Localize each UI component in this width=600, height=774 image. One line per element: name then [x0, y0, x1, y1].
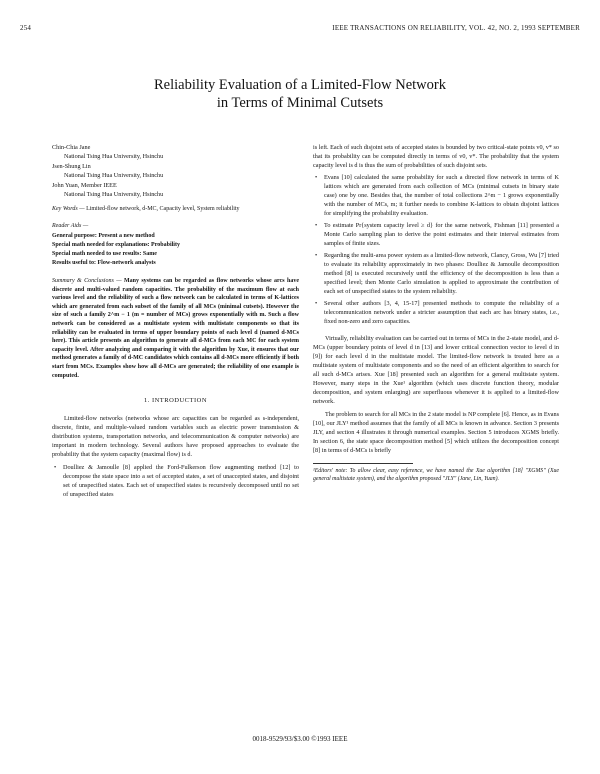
reader-aid-line: General purpose: Present a new method	[52, 233, 155, 239]
author-name: Chin-Chia Jane	[52, 144, 91, 151]
title-line-2: in Terms of Minimal Cutsets	[216, 95, 384, 111]
keywords	[52, 205, 299, 214]
list-item-text: Regarding the multi-area power system as a limited-flow network, Clancy, Gross, Wu [7] tried to evaluate its reliability approximately in two phases: Doulliez & Jamoulle decomposition method [8] is executed recursively until the efficiency of the decomposition is less than a specified level; then Monte Carlo simulation is applied to approximate the contribution of each set of unspecified states to the system reliability.	[324, 252, 559, 295]
list-item	[313, 173, 559, 218]
reader-aids	[52, 222, 299, 268]
keywords-label: Key Words —	[52, 206, 85, 212]
title-line-1: Reliability Evaluation of a Limited-Flow Network	[154, 77, 446, 93]
list-item	[313, 251, 559, 296]
reader-aid-line: Special math needed for explanations: Probability	[52, 242, 180, 248]
body-paragraph: The problem to search for all MCs in the 2 state model is NP complete [6]. Hence, as in Evans [10], our JLY¹ method assumes that the family of all MCs is known in advance. Section 3 presents JLY, and section 4 illustrates it through numerical examples. Section 5 introduces XGMS briefly. In section 6, the state space decomposition method [5] which utilizes the decomposition concept [8] in terms of d-MCs is briefly	[313, 411, 559, 454]
reader-aids-label: Reader Aids —	[52, 223, 89, 229]
page-number: 254	[20, 24, 32, 32]
list-item	[313, 299, 559, 326]
bullet-icon: •	[315, 222, 318, 229]
bullet-icon: •	[315, 174, 318, 181]
journal-header: IEEE TRANSACTIONS ON RELIABILITY, VOL. 42, NO. 2, 1993 SEPTEMBER	[332, 24, 580, 32]
right-column	[313, 143, 559, 483]
paper-title	[0, 76, 600, 112]
author-name: John Yuan, Member IEEE	[52, 182, 117, 189]
author-name: Jsen-Shung Lin	[52, 163, 91, 170]
bullet-icon: •	[315, 300, 318, 307]
body-paragraph: Virtually, reliability evaluation can be carried out in terms of MCs in the 2-state model, and d-MCs (upper boundary points of level d in [13] and lower critical connection vector to level d in [9]) for each level d in the multistate model. The limited-flow network is treated here as a multistate system of multistate components and so the need of an efficient algorithm to search for all such d-MCs arises. Xue [18] presented such an algorithm for a general multistate system. However, many steps in the Xue¹ algorithm (which uses discrete function theory, modular decomposition, and system enlarging) are superfluous whenever it is applied to a limited-flow network.	[313, 335, 559, 405]
keywords-text: Limited-flow network, d-MC, Capacity level, System reliability	[86, 206, 240, 212]
author-affiliation: National Tsing Hua University, Hsinchu	[64, 172, 164, 179]
list-item-text: Doulliez & Jamoulle [8] applied the Ford-Fulkerson flow augmenting method [12] to decompose the state space into a set of accepted states, a set of unaccepted states, and disjoint set of unspecified states. Each set of unspecified states is recursively decomposed until no set of unspecified states	[63, 464, 299, 499]
continued-paragraph: is left. Each of such disjoint sets of accepted states is bounded by two critical-state points v0, v* so that its probability can be computed directly in terms of v0, v*. The probability that the system capacity level is d is thus the sum of probabilities of such disjoint sets.	[313, 144, 559, 169]
copyright-footer: 0018-9529/93/$3.00 ©1993 IEEE	[252, 735, 348, 743]
footnote-divider	[313, 463, 413, 464]
bullet-icon: •	[315, 252, 318, 259]
summary-label: Summary & Conclusions —	[52, 278, 122, 284]
authors-block	[52, 143, 299, 199]
list-item-text: Evans [10] calculated the same probability for such a directed flow network in terms of K lattices which are generated from each collection of MCs (minimal cutsets in binary state case) one by one. Besides that, the number of total collections 2^m − 1 grows exponentially with the number of MCs, m; it further needs to combine K-lattices to obtain disjoint lattices for simplifying the probability evaluation.	[324, 174, 559, 217]
reader-aid-line: Special math needed to use results: Same	[52, 251, 157, 257]
author-affiliation: National Tsing Hua University, Hsinchu	[64, 191, 164, 198]
list-item-text: To estimate Pr{system capacity level ≥ d} for the same network, Fishman [11] presented a Monte Carlo sampling plan to derive the point estimates and their interval estimates from samples of finite sizes.	[324, 222, 559, 247]
list-item	[52, 463, 299, 499]
section-heading: 1. INTRODUCTION	[143, 397, 208, 405]
list-item	[313, 221, 559, 248]
summary	[52, 277, 299, 380]
summary-text: Many systems can be regarded as flow networks whose arcs have discrete and multi-valued random capacities. The probability of the maximum flow at each various level and the reliability of such a flow network can be calculated in terms of K-lattices which are generated from each subset of the family of all MCs (minimal cutsets). However the size of such a family 2^m − 1 (m = number of MCs) grows exponentially with m. Such a flow network can be considered as a multistate system with multistate components so that its reliability can be evaluated in terms of upper boundary points of each level d (named d-MCs here). This article presents an algorithm to generate all d-MCs from each MC for each system capacity level. After analyzing and comparing it with the algorithm by Xue, it ensures that our method generates a family of d-MC candidates which contains all d-MCs more efficiently if both start from MCs. Examples show how all d-MCs are generated; the reliability of one example is computed.	[52, 278, 300, 379]
running-header	[20, 24, 580, 36]
list-item-text: Several other authors [3, 4, 15-17] presented methods to compute the reliability of a telecommunication network under a stricter assumption that each arc has binary states, i.e., fixed non-zero and zero capacities.	[324, 300, 559, 325]
intro-paragraph: Limited-flow networks (networks whose arc capacities can be regarded as s-independent, discrete, finite, and multiple-valued random variables such as electric power transmission & distribution systems, transportation networks, and telecommunication & computer networks) are important in modern technology. Several authors have proposed approaches to evaluate the probability that the system capacity (maximal flow) is d.	[52, 415, 299, 459]
bullet-icon: •	[54, 464, 57, 472]
author-affiliation: National Tsing Hua University, Hsinchu	[64, 153, 164, 160]
reader-aid-line: Results useful to: Flow-network analysts	[52, 260, 156, 266]
footnote: ¹Editors' note: To allow clear, easy reference, we have named the Xue algorithm [18] "XGMS" (Xue general multistate system), and the algorithm proposed "JLY" (Jane, Lin, Yuan).	[313, 468, 559, 482]
left-column	[52, 143, 299, 502]
